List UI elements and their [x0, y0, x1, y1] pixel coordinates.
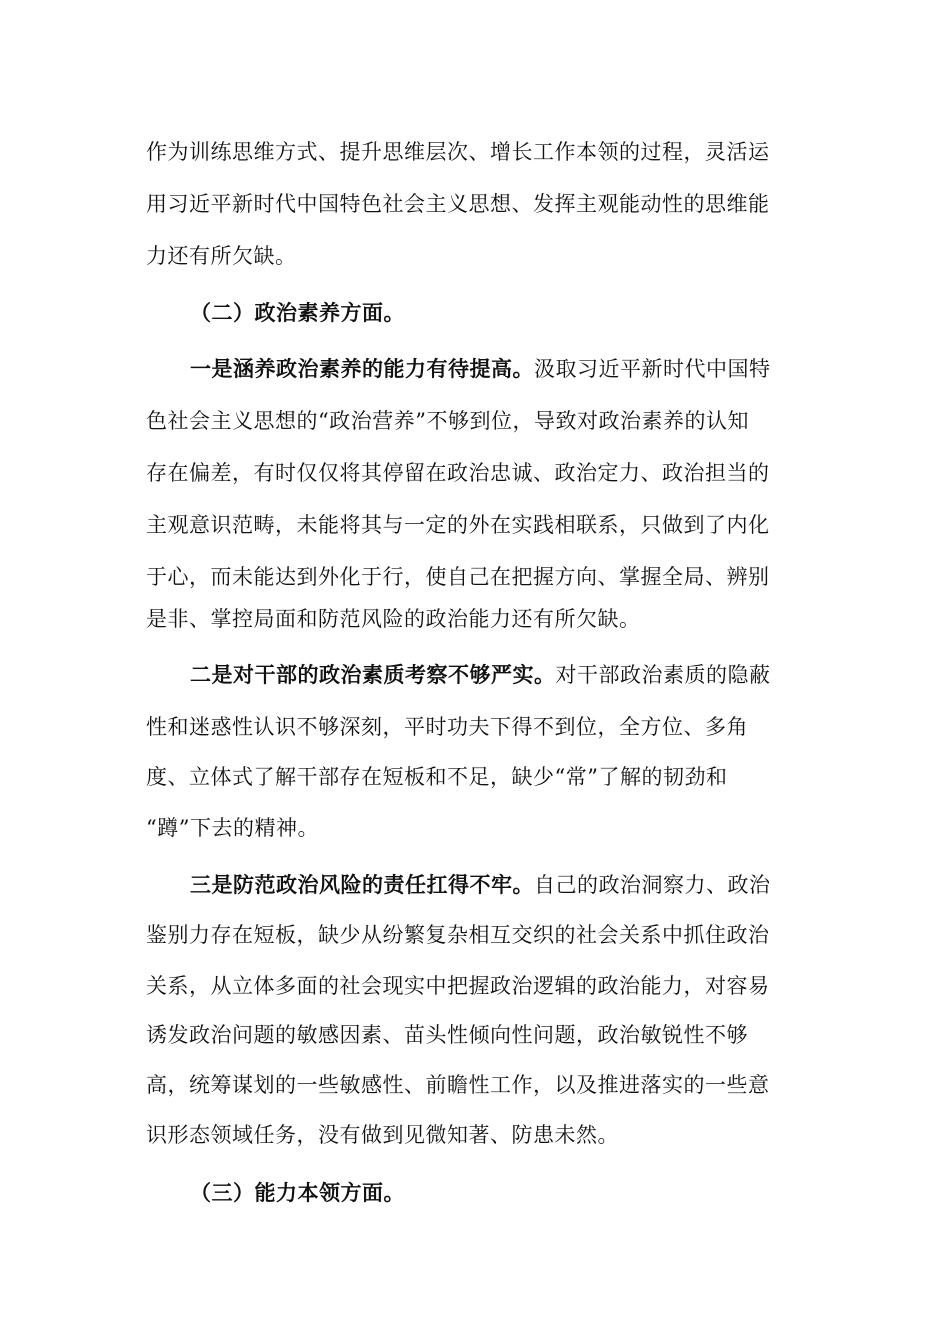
paragraph-line: 用习近平新时代中国特色社会主义思想、发挥主观能动性的思维能 — [146, 192, 770, 216]
section-heading: （三）能力本领方面。 — [190, 1180, 405, 1205]
paragraph-line: 性和迷惑性认识不够深刻，平时功夫下得不到位，全方位、多角 — [146, 715, 748, 739]
paragraph-line: 作为训练思维方式、提升思维层次、增长工作本领的过程，灵活运 — [146, 140, 770, 164]
paragraph-line: 高，统筹谋划的一些敏感性、前瞻性工作，以及推进落实的一些意 — [146, 1073, 770, 1097]
paragraph-lead: 三是防范政治风险的责任扛得不牢。 — [190, 872, 534, 897]
paragraph-line: 存在偏差，有时仅仅将其停留在政治忠诚、政治定力、政治担当的 — [146, 461, 770, 485]
paragraph-line: 度、立体式了解干部存在短板和不足，缺少“常”了解的韧劲和 — [146, 765, 728, 789]
paragraph-line: 于心，而未能达到外化于行，使自己在把握方向、掌握全局、辨别 — [146, 565, 770, 589]
paragraph-line: 关系，从立体多面的社会现实中把握政治逻辑的政治能力，对容易 — [146, 974, 770, 998]
paragraph-lead: 一是涵养政治素养的能力有待提高。 — [190, 356, 534, 381]
paragraph-text: 对干部政治素质的隐蔽 — [555, 663, 771, 687]
paragraph-line: 鉴别力存在短板，缺少从纷繁复杂相互交织的社会关系中抓住政治 — [146, 923, 770, 947]
paragraph-line: 诱发政治问题的敏感因素、苗头性倾向性问题，政治敏锐性不够 — [146, 1023, 748, 1047]
paragraph-line — [190, 660, 810, 690]
paragraph-text: 汲取习近平新时代中国特 — [534, 357, 771, 381]
section-heading: （二）政治素养方面。 — [190, 300, 405, 325]
paragraph-line: “蹲”下去的精神。 — [146, 816, 319, 840]
paragraph-text: 自己的政治洞察力、政治 — [534, 873, 771, 897]
paragraph-line: 力还有所欠缺。 — [146, 244, 297, 268]
paragraph-line: 是非、掌控局面和防范风险的政治能力还有所欠缺。 — [146, 607, 641, 631]
paragraph-line: 主观意识范畴，未能将其与一定的外在实践相联系，只做到了内化 — [146, 513, 770, 537]
paragraph-line — [190, 354, 810, 384]
paragraph-line — [190, 870, 810, 900]
paragraph-line: 色社会主义思想的“政治营养”不够到位，导致对政治素养的认知 — [146, 409, 749, 433]
paragraph-lead: 二是对干部的政治素质考察不够严实。 — [190, 662, 556, 687]
paragraph-line: 识形态领域任务，没有做到见微知著、防患未然。 — [146, 1123, 619, 1147]
